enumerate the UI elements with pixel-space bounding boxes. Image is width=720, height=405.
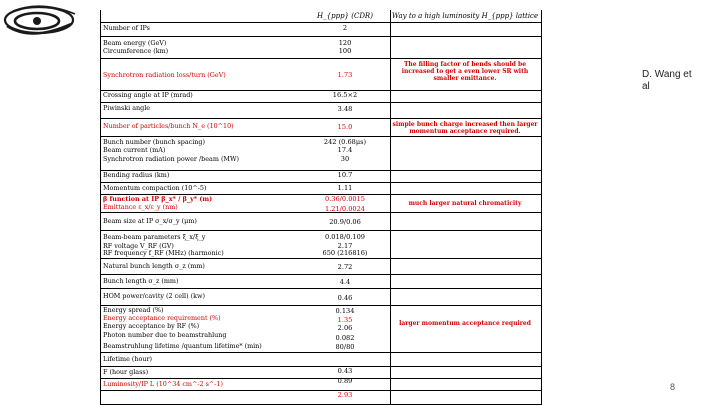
row-label: Lifetime (hour) <box>103 355 153 363</box>
row-label: Energy acceptance by RF (%) <box>103 322 200 330</box>
row-value: 1.73 <box>337 71 353 79</box>
row-label: Emittance ε_x/ε_y (nm) <box>103 203 178 211</box>
row-value: 242 (0.68μs) <box>323 138 367 146</box>
row-label: Natural bunch length σ_z (mm) <box>103 262 205 270</box>
row-label: Energy acceptance requirement (%) <box>103 314 221 322</box>
row-label: Photon number due to beamstrahlung <box>103 331 227 339</box>
row-label: Number of particles/bunch N_e (10^10) <box>103 122 234 130</box>
parameter-table <box>100 10 542 405</box>
row-label: Beam size at IP σ_x/σ_y (μm) <box>103 217 197 225</box>
row-value: 30 <box>340 155 350 163</box>
row-value: 0.43 <box>337 367 353 375</box>
row-value: 0.134 <box>335 307 355 315</box>
row-label: HOM power/cavity (2 cell) (kw) <box>103 292 205 300</box>
row-label: Synchrotron radiation loss/turn (GeV) <box>103 71 226 79</box>
row-value: 120 <box>338 39 352 47</box>
author-credit: D. Wang et al <box>642 69 692 92</box>
row-label: β function at IP β_x* / β_y* (m) <box>103 195 213 203</box>
row-value: 2 <box>342 24 348 32</box>
row-value: 3.48 <box>337 105 353 113</box>
row-label: Beam-beam parameters ξ_x/ξ_y <box>103 233 206 241</box>
note-bunch-charge: simple bunch charge increased then larger momentum acceptance required. <box>392 121 538 135</box>
note-chromaticity: much larger natural chromaticity <box>408 200 522 207</box>
row-label: Circumference (km) <box>103 47 169 55</box>
row-label: Number of IPs <box>103 24 150 32</box>
row-value: 2.06 <box>337 324 353 332</box>
row-label: Beam current (mA) <box>103 146 166 154</box>
row-value: 80/80 <box>335 343 355 351</box>
row-value: 16.5×2 <box>332 91 358 99</box>
row-label: Energy spread (%) <box>103 306 164 314</box>
row-label: RF frequency f_RF (MHz) (harmonic) <box>103 249 224 257</box>
row-value: 10.7 <box>337 171 353 179</box>
row-label: F (hour glass) <box>103 368 149 376</box>
row-value: 20.9/0.06 <box>329 218 361 226</box>
row-label: Luminosity/IP L (10^34 cm^-2 s^-1) <box>103 380 223 388</box>
row-value: 650 (216816) <box>322 249 368 257</box>
row-label: Momentum compaction (10^-5) <box>103 184 207 192</box>
row-label: Beam energy (GeV) <box>103 39 167 47</box>
header-high-lumi: Way to a high luminosity H_{ppp} lattice <box>391 12 539 20</box>
row-value: 1.11 <box>337 184 353 192</box>
row-label: Bending radius (km) <box>103 171 170 179</box>
row-value: 100 <box>338 47 352 55</box>
page-number: 8 <box>670 382 676 392</box>
row-value: 0.018/0.109 <box>325 233 365 241</box>
row-value: 1.35 <box>337 316 353 324</box>
note-filling-factor: The filling factor of bends should be increased to get a even lower SR with smaller emittance. <box>401 61 529 82</box>
row-label: Beamstruhlung lifetime /quantum lifetime* (min) <box>103 342 262 350</box>
note-momentum-acceptance: larger momentum acceptance required <box>399 320 531 327</box>
row-label: Crossing angle at IP (mrad) <box>103 91 193 99</box>
row-value: 0.36/0.0015 <box>325 195 365 203</box>
row-value: 17.4 <box>337 146 353 154</box>
row-label: RF voltage V_RF (GV) <box>103 242 174 250</box>
row-label: Bunch number (bunch spacing) <box>103 138 205 146</box>
row-value: 2.93 <box>337 391 353 399</box>
row-value: 0.082 <box>335 334 355 342</box>
header-cdr: H_{ppp} (CDR) <box>317 12 373 20</box>
row-value: 2.72 <box>337 263 353 271</box>
row-label: Piwinski angle <box>103 104 151 112</box>
row-value: 0.46 <box>337 294 353 302</box>
row-label: Synchrotron radiation power /beam (MW) <box>103 155 240 163</box>
row-value: 1.21/0.0024 <box>325 205 365 213</box>
row-value: 15.0 <box>337 123 353 131</box>
row-label: Bunch length σ_z (mm) <box>103 277 179 285</box>
row-value: 0.89 <box>337 377 353 385</box>
row-value: 2.17 <box>337 242 353 250</box>
ihep-logo <box>1 2 83 42</box>
row-value: 4.4 <box>339 278 351 286</box>
